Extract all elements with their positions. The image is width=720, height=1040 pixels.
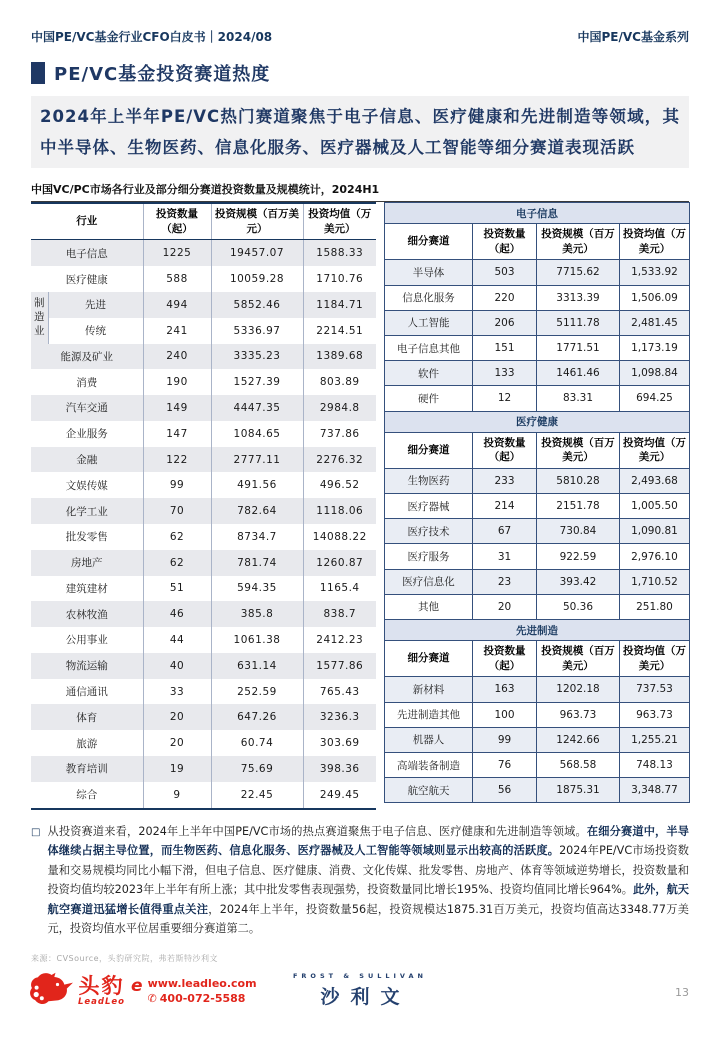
- table-row: [31, 369, 376, 395]
- segment-avg-cell: 1,005.50: [620, 494, 690, 519]
- table-row: [31, 498, 376, 524]
- segment-label-cell: 半导体: [385, 260, 473, 285]
- industry-label-cell: 农林牧渔: [31, 601, 143, 627]
- table-row: [385, 727, 690, 752]
- page-header: [31, 28, 689, 45]
- segment-header-row: [385, 224, 690, 260]
- table-row: [385, 778, 690, 803]
- segment-scale-cell: 3313.39: [537, 285, 620, 310]
- table-row: [385, 569, 690, 594]
- segment-label-cell: 高端装备制造: [385, 752, 473, 777]
- segment-count-cell: 503: [473, 260, 537, 285]
- industry-count-cell: 147: [143, 421, 211, 447]
- segment-scale-cell: 730.84: [537, 519, 620, 544]
- tables-container: [31, 202, 689, 810]
- industry-scale-cell: 10059.28: [211, 266, 303, 292]
- segment-count-cell: 100: [473, 702, 537, 727]
- table-row: [385, 361, 690, 386]
- industry-count-cell: 149: [143, 395, 211, 421]
- table-row: [385, 594, 690, 619]
- segment-label-cell: 医疗器械: [385, 494, 473, 519]
- industry-avg-cell: 2276.32: [303, 447, 376, 473]
- segment-count-cell: 99: [473, 727, 537, 752]
- industry-scale-cell: 8734.7: [211, 524, 303, 550]
- table-row: [31, 550, 376, 576]
- segment-header-cell: 投资规模（百万美元）: [537, 641, 620, 677]
- segment-avg-cell: 694.25: [620, 386, 690, 411]
- segment-count-cell: 56: [473, 778, 537, 803]
- industry-scale-cell: 385.8: [211, 601, 303, 627]
- segment-avg-cell: 251.80: [620, 594, 690, 619]
- industry-header-industry: 行业: [31, 203, 143, 240]
- segment-scale-cell: 1875.31: [537, 778, 620, 803]
- segment-band-row: [385, 203, 690, 224]
- industry-label-cell: 电子信息: [31, 240, 143, 266]
- industry-count-cell: 190: [143, 369, 211, 395]
- segment-count-cell: 163: [473, 677, 537, 702]
- segment-header-row: [385, 641, 690, 677]
- leadleo-e-icon: e: [131, 976, 143, 996]
- industry-group-cell: 制造业: [31, 292, 48, 344]
- industry-count-cell: 40: [143, 653, 211, 679]
- industry-label-cell: 体育: [31, 704, 143, 730]
- segment-header-cell: 投资规模（百万美元）: [537, 432, 620, 468]
- table-row: [31, 730, 376, 756]
- industry-avg-cell: 3236.3: [303, 704, 376, 730]
- page-title: PE/VC基金投资赛道热度: [54, 64, 271, 85]
- industry-avg-cell: 2214.51: [303, 318, 376, 344]
- segment-scale-cell: 5810.28: [537, 468, 620, 493]
- leadleo-latin-name: LeadLeo: [78, 996, 126, 1007]
- paragraph-segment: ，2024年上半年，投资数量56起，投资规模达1875.31百万美元，投资均值高达3348.77万美元，投资均值水平位居重要细分赛道第二。: [47, 902, 689, 936]
- table-row: [31, 266, 376, 292]
- segment-count-cell: 76: [473, 752, 537, 777]
- industry-avg-cell: 14088.22: [303, 524, 376, 550]
- industry-label-cell: 旅游: [76, 737, 98, 750]
- table-row: [31, 344, 376, 370]
- segment-label-cell: 医疗信息化: [385, 569, 473, 594]
- frost-sullivan-en: FROST & SULLIVAN: [292, 972, 427, 980]
- industry-header-scale: 投资规模（百万美元）: [211, 203, 303, 240]
- table-row: [385, 260, 690, 285]
- segment-scale-cell: 1202.18: [537, 677, 620, 702]
- segment-band-title: 电子信息: [385, 203, 690, 224]
- paragraph-segment: 2024年PE/VC市场投资数量和交易规模均同比小幅下滑，但电子信息、医疗健康、消费、文化传媒、批发零售、房地产、体育等领域逆势增长，投资数量和投资均值均较2023年上半年有所上涨；其中批发零售表现强势，投资数量同比增长195%、投资均值同比增长964%。: [47, 844, 689, 897]
- industry-scale-cell: 60.74: [211, 730, 303, 756]
- industry-label-cell: 物流运输: [31, 653, 143, 679]
- industry-avg-cell: 398.36: [303, 756, 376, 782]
- segment-count-cell: 12: [473, 386, 537, 411]
- industry-scale-cell: 491.56: [211, 472, 303, 498]
- segment-label-cell: 医疗技术: [385, 519, 473, 544]
- segment-scale-cell: 7715.62: [537, 260, 620, 285]
- industry-label-cell: 化学工业: [31, 498, 143, 524]
- segment-avg-cell: 2,493.68: [620, 468, 690, 493]
- table-row: [385, 519, 690, 544]
- industry-avg-cell: 1389.68: [303, 344, 376, 370]
- table-row: [31, 318, 376, 344]
- table-row: [31, 447, 376, 473]
- industry-count-cell: 20: [143, 730, 211, 756]
- industry-count-cell: 9: [143, 782, 211, 809]
- industry-scale-cell: 1084.65: [211, 421, 303, 447]
- industry-scale-cell: 19457.07: [211, 240, 303, 266]
- segment-header-cell: 细分赛道: [385, 224, 473, 260]
- table-row: [385, 677, 690, 702]
- table-row: [385, 386, 690, 411]
- industry-count-cell: 51: [143, 576, 211, 602]
- industry-scale-cell: 594.35: [211, 576, 303, 602]
- industry-header-avg: 投资均值（万美元）: [303, 203, 376, 240]
- industry-avg-cell: 1165.4: [303, 576, 376, 602]
- segment-label-cell: 软件: [385, 361, 473, 386]
- industry-avg-cell: 1588.33: [303, 240, 376, 266]
- segment-label-cell: 电子信息其他: [385, 335, 473, 360]
- industry-label-cell: 教育培训: [31, 756, 143, 782]
- segment-scale-cell: 1771.51: [537, 335, 620, 360]
- industry-scale-cell: 5336.97: [211, 318, 303, 344]
- industry-label-cell: 文娱传媒: [65, 479, 108, 492]
- segment-avg-cell: 1,710.52: [620, 569, 690, 594]
- segment-count-cell: 233: [473, 468, 537, 493]
- industry-label-cell: 房地产: [31, 550, 143, 576]
- segment-scale-cell: 50.36: [537, 594, 620, 619]
- segment-count-cell: 20: [473, 594, 537, 619]
- industry-scale-cell: 647.26: [211, 704, 303, 730]
- header-left-title: 中国PE/VC基金行业CFO白皮书｜2024/08: [31, 30, 273, 44]
- industry-scale-cell: 252.59: [211, 679, 303, 705]
- segment-avg-cell: 748.13: [620, 752, 690, 777]
- leadleo-cn-name: 头豹: [78, 973, 125, 998]
- title-square-marker: [31, 62, 45, 84]
- segment-scale-cell: 5111.78: [537, 310, 620, 335]
- header-right-series: 中国PE/VC基金系列: [577, 30, 689, 44]
- segment-count-cell: 31: [473, 544, 537, 569]
- table-caption: 中国VC/PC市场各行业及部分细分赛道投资数量及规模统计，2024H1: [31, 181, 689, 202]
- industry-label-cell: 消费: [76, 376, 98, 389]
- industry-scale-cell: 1527.39: [211, 369, 303, 395]
- industry-avg-cell: 1260.87: [303, 550, 376, 576]
- paragraph-segment: 从投资赛道来看，2024年上半年中国PE/VC市场的热点赛道聚焦于电子信息、医疗健康和先进制造等领域。: [47, 824, 587, 838]
- industry-avg-cell: 496.52: [303, 472, 376, 498]
- industry-label-cell: 公用事业: [65, 634, 108, 647]
- industry-scale-cell: 781.74: [211, 550, 303, 576]
- segment-avg-cell: 2,481.45: [620, 310, 690, 335]
- segment-band-row: [385, 411, 690, 432]
- table-row: [31, 524, 376, 550]
- segment-scale-cell: 83.31: [537, 386, 620, 411]
- segment-avg-cell: 737.53: [620, 677, 690, 702]
- segment-count-cell: 23: [473, 569, 537, 594]
- industry-count-cell: 122: [143, 447, 211, 473]
- table-row: [385, 468, 690, 493]
- industry-label-cell: 传统: [85, 325, 106, 338]
- segment-header-row: [385, 432, 690, 468]
- industry-count-cell: 240: [143, 344, 211, 370]
- industry-scale-cell: 631.14: [211, 653, 303, 679]
- industry-count-cell: 588: [143, 266, 211, 292]
- segment-count-cell: 67: [473, 519, 537, 544]
- industry-avg-cell: 249.45: [303, 782, 376, 809]
- leadleo-phone-number: 400-072-5588: [159, 992, 246, 1005]
- paragraph-text: [47, 822, 689, 939]
- segment-label-cell: 先进制造其他: [385, 702, 473, 727]
- frost-sullivan-cn: 沙利文: [320, 986, 411, 1008]
- industry-count-cell: 20: [143, 704, 211, 730]
- industry-count-cell: 33: [143, 679, 211, 705]
- table-row: [31, 421, 376, 447]
- industry-scale-cell: 75.69: [211, 756, 303, 782]
- segment-count-cell: 214: [473, 494, 537, 519]
- segment-table: [384, 202, 690, 412]
- table-row: [31, 782, 376, 809]
- segment-header-cell: 细分赛道: [385, 432, 473, 468]
- phone-icon: ✆: [147, 992, 157, 1005]
- industry-scale-cell: 2777.11: [211, 447, 303, 473]
- segment-header-cell: 投资数量（起）: [473, 641, 537, 677]
- industry-count-cell: 46: [143, 601, 211, 627]
- table-row: [31, 756, 376, 782]
- industry-count-cell: 241: [143, 318, 211, 344]
- industry-count-cell: 99: [143, 472, 211, 498]
- segment-label-cell: 医疗服务: [385, 544, 473, 569]
- table-row: [31, 679, 376, 705]
- table-row: [31, 653, 376, 679]
- segment-scale-cell: 922.59: [537, 544, 620, 569]
- table-row: [385, 335, 690, 360]
- industry-label-cell: 通信通讯: [65, 686, 108, 699]
- segment-avg-cell: 963.73: [620, 702, 690, 727]
- segment-header-cell: 投资均值（万美元）: [620, 432, 690, 468]
- segment-label-cell: 信息化服务: [385, 285, 473, 310]
- industry-avg-cell: 765.43: [303, 679, 376, 705]
- industry-label-cell: 企业服务: [65, 428, 108, 441]
- paragraph-bold-segment: 在细分赛道中，半导体继续占据主导位置，而生物医药、信息化服务、医疗器械及人工智能等领域则显示出较高的活跃度。: [47, 824, 689, 858]
- table-row: [31, 472, 376, 498]
- industry-scale-cell: 1061.38: [211, 627, 303, 653]
- segment-count-cell: 220: [473, 285, 537, 310]
- industry-label-cell: 批发零售: [65, 531, 108, 544]
- industry-label-cell: 医疗健康: [65, 273, 108, 286]
- segment-label-cell: 其他: [385, 594, 473, 619]
- segment-band-title: 医疗健康: [385, 411, 690, 432]
- industry-scale-cell: 3335.23: [211, 344, 303, 370]
- industry-count-cell: 70: [143, 498, 211, 524]
- industry-avg-cell: 2984.8: [303, 395, 376, 421]
- table-row: [31, 395, 376, 421]
- segment-scale-cell: 393.42: [537, 569, 620, 594]
- leadleo-logo: [28, 971, 257, 1011]
- segment-count-cell: 133: [473, 361, 537, 386]
- highlight-summary: 2024年上半年PE/VC热门赛道聚焦于电子信息、医疗健康和先进制造等领域，其中半导体、生物医药、信息化服务、医疗器械及人工智能等细分赛道表现活跃: [31, 96, 689, 168]
- table-row: [385, 544, 690, 569]
- industry-label-cell: 综合: [76, 789, 98, 802]
- industry-avg-cell: 1118.06: [303, 498, 376, 524]
- table-row: [385, 310, 690, 335]
- paragraph-bold-segment: 此外，航天航空赛道迅猛增长值得重点关注: [47, 883, 689, 916]
- industry-table-body: [31, 240, 376, 809]
- table-row: [31, 601, 376, 627]
- table-row: [385, 752, 690, 777]
- segment-label-cell: 航空航天: [385, 778, 473, 803]
- industry-header-row: [31, 203, 376, 240]
- table-row: [31, 627, 376, 653]
- industry-table: [31, 202, 376, 810]
- industry-avg-cell: 838.7: [303, 601, 376, 627]
- segment-label-cell: 生物医药: [385, 468, 473, 493]
- table-row: [31, 292, 376, 318]
- table-row: [385, 702, 690, 727]
- segment-header-cell: 投资均值（万美元）: [620, 641, 690, 677]
- segment-band-title: 先进制造: [385, 620, 690, 641]
- industry-count-cell: 62: [143, 550, 211, 576]
- bullet-square-icon: □: [31, 826, 41, 838]
- industry-count-cell: 19: [143, 756, 211, 782]
- leadleo-website-link[interactable]: www.leadleo.com: [147, 977, 257, 990]
- industry-count-cell: 1225: [143, 240, 211, 266]
- industry-scale-cell: 782.64: [211, 498, 303, 524]
- industry-avg-cell: 2412.23: [303, 627, 376, 653]
- segment-scale-cell: 963.73: [537, 702, 620, 727]
- segment-avg-cell: 1,090.81: [620, 519, 690, 544]
- segment-header-cell: 投资数量（起）: [473, 432, 537, 468]
- industry-label-cell: 汽车交通: [31, 395, 143, 421]
- industry-avg-cell: 1184.71: [303, 292, 376, 318]
- segment-avg-cell: 1,533.92: [620, 260, 690, 285]
- table-row: [31, 576, 376, 602]
- segment-label-cell: 机器人: [385, 727, 473, 752]
- page-number: 13: [675, 986, 689, 999]
- segment-count-cell: 206: [473, 310, 537, 335]
- leopard-icon: [28, 971, 74, 1011]
- segment-label-cell: 新材料: [385, 677, 473, 702]
- segment-label-cell: 人工智能: [385, 310, 473, 335]
- segment-header-cell: 投资均值（万美元）: [620, 224, 690, 260]
- industry-avg-cell: 303.69: [303, 730, 376, 756]
- segment-count-cell: 151: [473, 335, 537, 360]
- table-row: [31, 240, 376, 266]
- segment-avg-cell: 1,173.19: [620, 335, 690, 360]
- segment-avg-cell: 3,348.77: [620, 778, 690, 803]
- segment-table: [384, 411, 690, 621]
- segment-tables: [384, 202, 690, 810]
- industry-scale-cell: 4447.35: [211, 395, 303, 421]
- table-row: [31, 704, 376, 730]
- industry-header-count: 投资数量（起）: [143, 203, 211, 240]
- industry-scale-cell: 22.45: [211, 782, 303, 809]
- industry-label-cell: 先进: [48, 292, 143, 318]
- source-note: 来源：CVSource，头豹研究院，弗若斯特沙利文: [31, 954, 219, 963]
- segment-avg-cell: 1,506.09: [620, 285, 690, 310]
- analysis-paragraph: [31, 822, 689, 939]
- segment-band-row: [385, 620, 690, 641]
- segment-table: [384, 619, 690, 803]
- industry-avg-cell: 737.86: [303, 421, 376, 447]
- section-title-row: [31, 60, 689, 86]
- segment-scale-cell: 2151.78: [537, 494, 620, 519]
- segment-avg-cell: 1,098.84: [620, 361, 690, 386]
- segment-avg-cell: 2,976.10: [620, 544, 690, 569]
- segment-avg-cell: 1,255.21: [620, 727, 690, 752]
- industry-label-cell: 建筑建材: [65, 582, 108, 595]
- industry-count-cell: 62: [143, 524, 211, 550]
- industry-avg-cell: 803.89: [303, 369, 376, 395]
- industry-label-cell: 能源及矿业: [31, 344, 143, 370]
- segment-label-cell: 硬件: [385, 386, 473, 411]
- segment-header-cell: 投资数量（起）: [473, 224, 537, 260]
- table-row: [385, 285, 690, 310]
- industry-scale-cell: 5852.46: [211, 292, 303, 318]
- industry-count-cell: 494: [143, 292, 211, 318]
- industry-count-cell: 44: [143, 627, 211, 653]
- segment-scale-cell: 1461.46: [537, 361, 620, 386]
- segment-header-cell: 细分赛道: [385, 641, 473, 677]
- segment-scale-cell: 568.58: [537, 752, 620, 777]
- segment-scale-cell: 1242.66: [537, 727, 620, 752]
- industry-label-cell: 金融: [31, 447, 143, 473]
- industry-avg-cell: 1710.76: [303, 266, 376, 292]
- segment-header-cell: 投资规模（百万美元）: [537, 224, 620, 260]
- industry-avg-cell: 1577.86: [303, 653, 376, 679]
- table-row: [385, 494, 690, 519]
